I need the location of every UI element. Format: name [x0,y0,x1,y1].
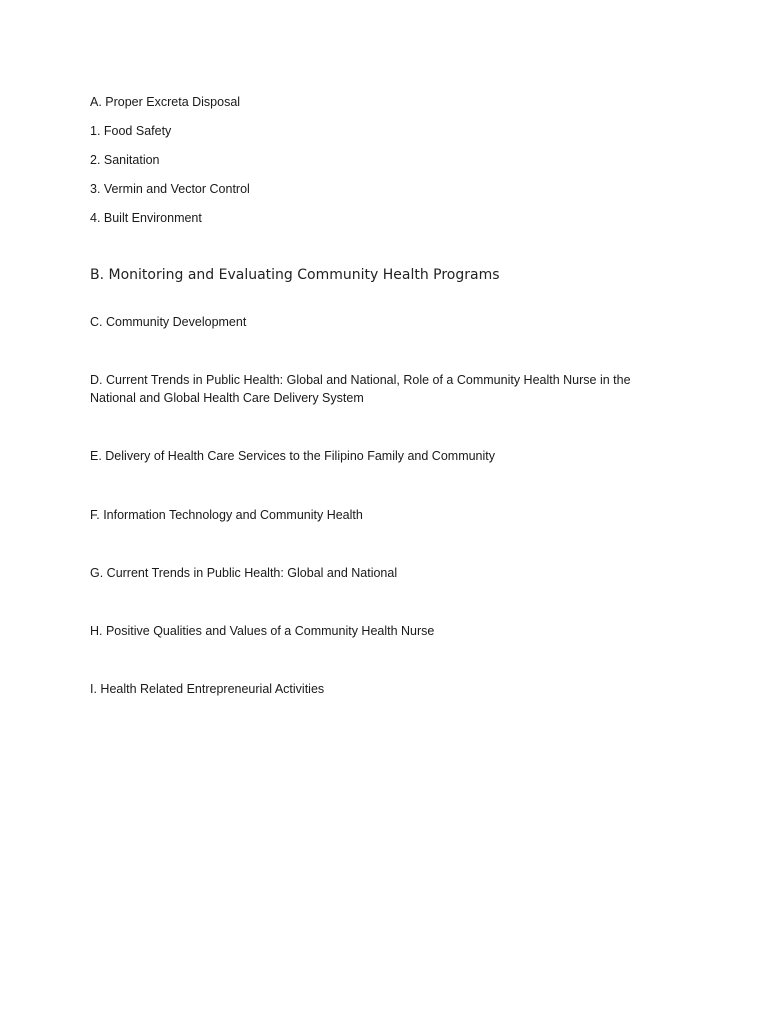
outline-subitem-built-environment: 4. Built Environment [90,211,202,225]
outline-item-a: A. Proper Excreta Disposal [90,95,241,109]
outline-subitem-vermin-vector-control: 3. Vermin and Vector Control [90,182,250,196]
outline-item-e: E. Delivery of Health Care Services to the Filipino Family and Community [90,449,496,463]
outline-item-d: D. Current Trends in Public Health: Global and National, Role of a Community Health Nurse in the National and Global Health Care Delivery System [90,373,631,405]
outline-item-h: H. Positive Qualities and Values of a Community Health Nurse [90,624,435,638]
outline-item-g: G. Current Trends in Public Health: Global and National [90,566,398,580]
outline-item-f: F. Information Technology and Community Health [90,508,363,522]
outline-subitem-sanitation: 2. Sanitation [90,153,160,167]
outline-subitem-food-safety: 1. Food Safety [90,124,172,138]
outline-item-i: I. Health Related Entrepreneurial Activities [90,682,325,696]
outline-item-c: C. Community Development [90,315,247,329]
outline-item-b-heading: B. Monitoring and Evaluating Community Health Programs [90,267,500,283]
